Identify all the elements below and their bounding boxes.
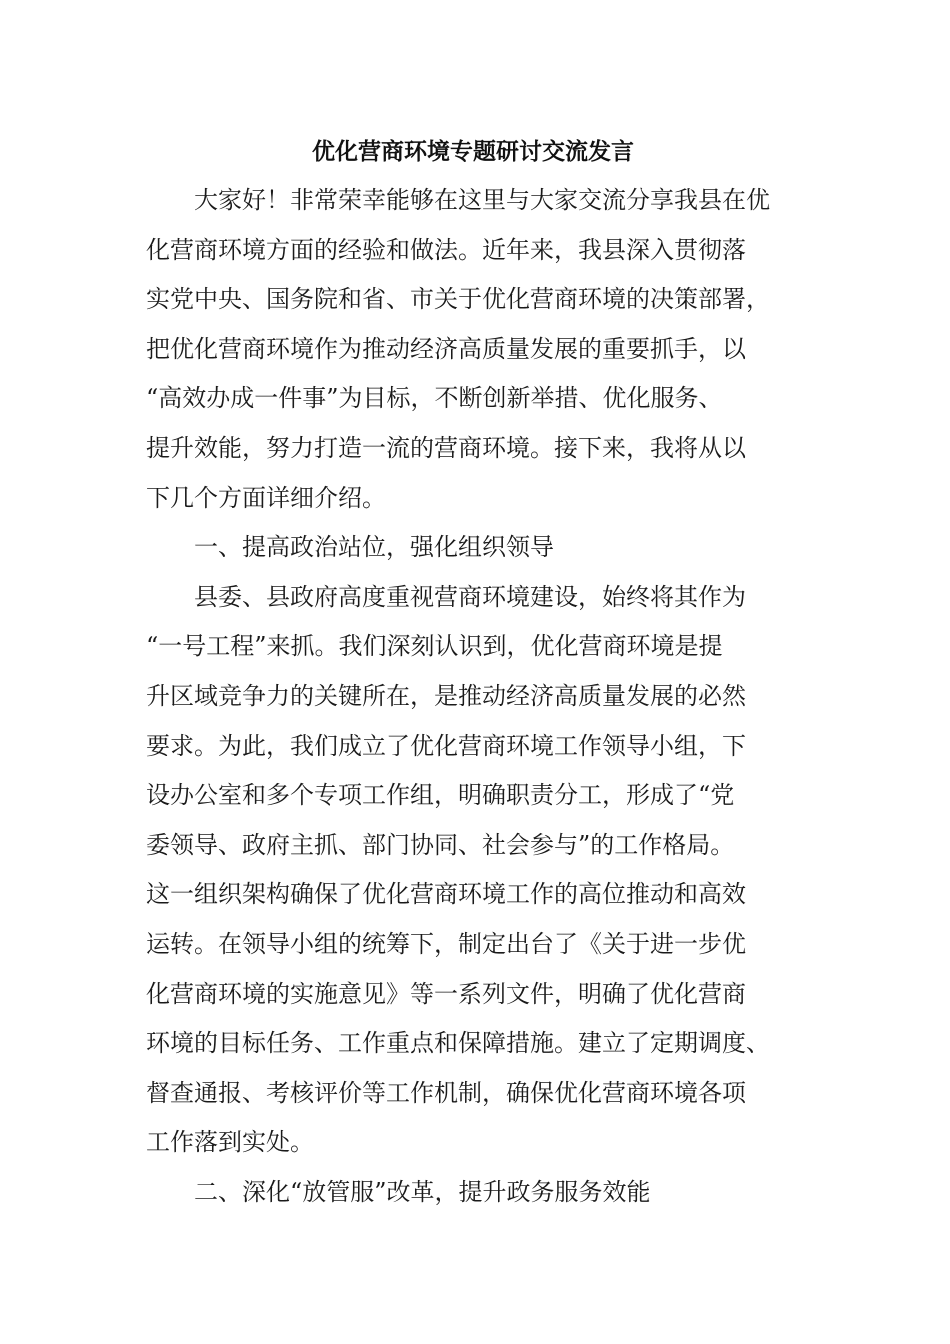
text-line: 设办公室和多个专项工作组，明确职责分工，形成了“党: [146, 781, 735, 810]
text-line: 化营商环境方面的经验和做法。近年来，我县深入贯彻落: [146, 235, 746, 264]
text-line: 下几个方面详细介绍。: [146, 483, 386, 512]
text-line: 委领导、政府主抓、部门协同、社会参与”的工作格局。: [146, 830, 735, 859]
text-line: 升区域竞争力的关键所在，是推动经济高质量发展的必然: [146, 681, 746, 710]
text-line: 实党中央、国务院和省、市关于优化营商环境的决策部署，: [146, 285, 770, 314]
text-line: 工作落到实处。: [146, 1128, 314, 1157]
paragraph-section-1: [146, 573, 800, 1168]
heading-line: 二、深化“放管服”改革，提升政务服务效能: [194, 1177, 651, 1206]
paragraph-intro: [146, 176, 800, 523]
section-heading-2: [146, 1168, 800, 1218]
text-line: 要求。为此，我们成立了优化营商环境工作领导小组，下: [146, 731, 746, 760]
text-line: 大家好！非常荣幸能够在这里与大家交流分享我县在优: [194, 186, 770, 214]
text-line: 把优化营商环境作为推动经济高质量发展的重要抓手，以: [146, 334, 746, 363]
document-body: [146, 176, 800, 1217]
document-title: 优化营商环境专题研讨交流发言: [312, 138, 634, 165]
heading-line: 一、提高政治站位，强化组织领导: [194, 533, 554, 562]
text-line: 县委、县政府高度重视营商环境建设，始终将其作为: [194, 582, 746, 611]
text-line: “高效办成一件事”为目标，不断创新举措、优化服务、: [146, 384, 723, 413]
text-line: 环境的目标任务、工作重点和保障措施。建立了定期调度、: [146, 1029, 770, 1058]
text-line: 督查通报、考核评价等工作机制，确保优化营商环境各项: [146, 1078, 746, 1107]
text-line: 这一组织架构确保了优化营商环境工作的高位推动和高效: [146, 880, 746, 909]
text-line: “一号工程”来抓。我们深刻认识到，优化营商环境是提: [146, 632, 723, 661]
section-heading-1: [146, 523, 800, 573]
text-line: 运转。在领导小组的统筹下，制定出台了《关于进一步优: [146, 929, 746, 958]
text-line: 提升效能，努力打造一流的营商环境。接下来，我将从以: [146, 433, 746, 462]
text-line: 化营商环境的实施意见》等一系列文件，明确了优化营商: [146, 979, 746, 1008]
